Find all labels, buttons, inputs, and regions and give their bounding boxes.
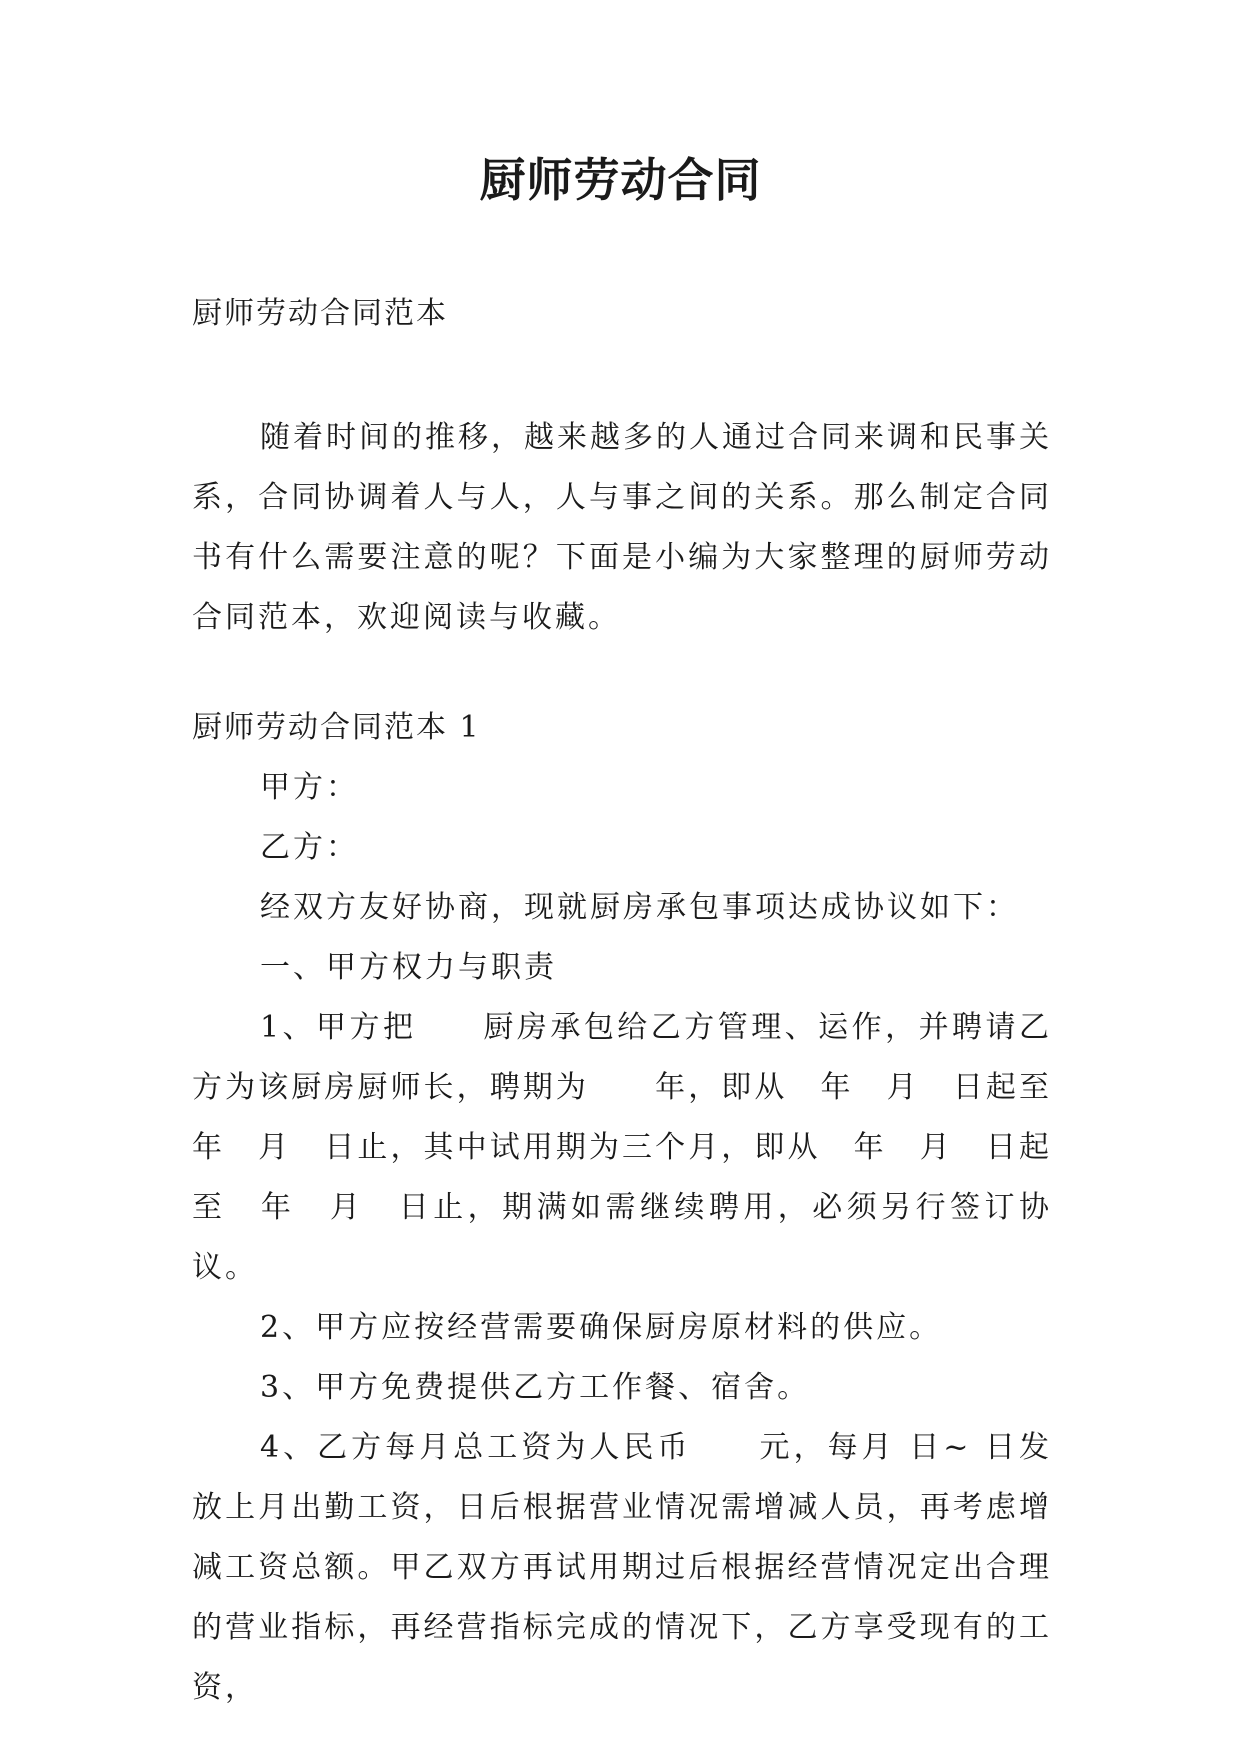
clause-heading-1: 一、甲方权力与职责 [260,950,557,985]
clause-1-1: 1、甲方把 厨房承包给乙方管理、运作，并聘请乙方为该厨房厨师长，聘期为 年，即从 年 月 日起至 年 月 日止，其中试用期为三个月，即从 年 月 日起至 年 月 日止，期满如需继续聘用，必须另行签订协议。 [192,1010,1085,1285]
agreement-intro: 经双方友好协商，现就厨房承包事项达成协议如下： [260,890,1019,925]
clause-1-2: 2、甲方应按经营需要确保厨房原材料的供应。 [260,1310,943,1345]
document-subtitle: 厨师劳动合同范本 [192,296,448,331]
party-a-line: 甲方： [260,770,359,805]
clause-1-3: 3、甲方免费提供乙方工作餐、宿舍。 [260,1370,811,1405]
party-b-line: 乙方： [260,830,359,865]
intro-paragraph: 随着时间的推移，越来越多的人通过合同来调和民事关系，合同协调着人与人，人与事之间的关系。那么制定合同书有什么需要注意的呢？下面是小编为大家整理的厨师劳动合同范本，欢迎阅读与收藏。 [192,420,1052,635]
clause-1-4: 4、乙方每月总工资为人民币 元，每月 日~ 日发放上月出勤工资，日后根据营业情况需增减人员，再考虑增减工资总额。甲乙双方再试用期过后根据经营情况定出合理的营业指标，再经营指标完成的情况下，乙方享受现有的工资， [192,1430,1052,1705]
section-title: 厨师劳动合同范本 1 [192,710,481,745]
contract-body [192,758,1085,1718]
document-title: 厨师劳动合同 [479,153,762,207]
